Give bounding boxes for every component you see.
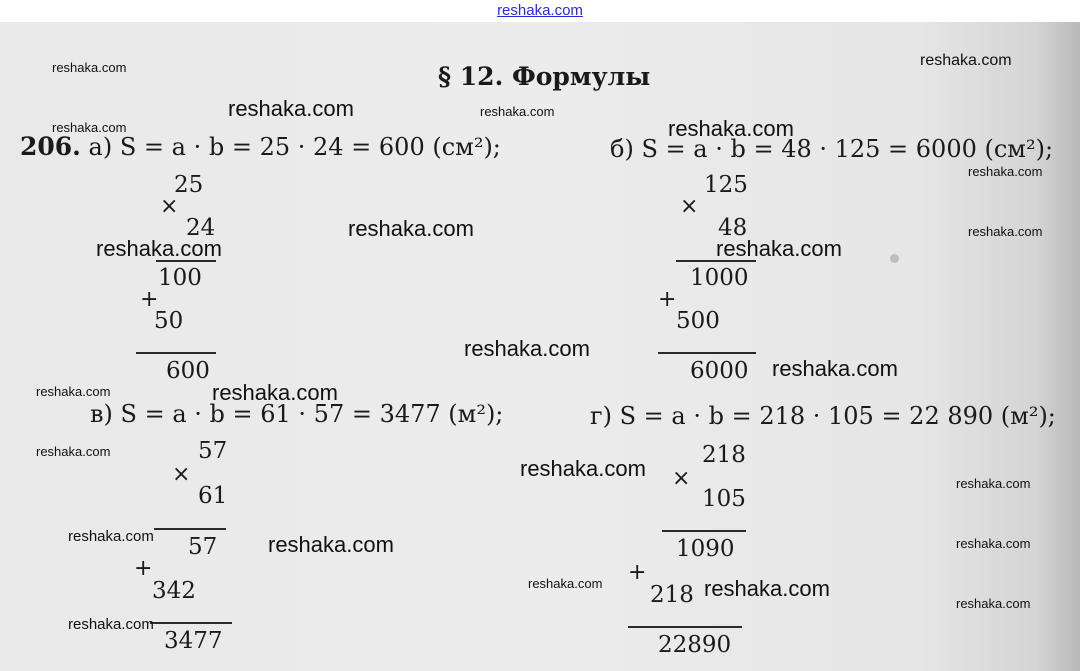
- partial-product-1-a: 100: [158, 265, 202, 291]
- line-v-2: [150, 622, 232, 624]
- multiplier-g: 105: [702, 486, 746, 512]
- textbook-page: [0, 22, 1080, 671]
- part-label-b: б): [610, 135, 634, 163]
- partial-product-2-g: 218: [650, 582, 694, 608]
- partial-product-2-b: 500: [676, 308, 720, 334]
- section-title: § 12. Формулы: [438, 62, 651, 91]
- part-label-a: а): [88, 133, 113, 161]
- watermark: reshaka.com: [716, 236, 842, 261]
- plus-sign-a: +: [140, 287, 159, 312]
- plus-sign-b: +: [658, 287, 677, 312]
- problem-line-g: [590, 402, 1056, 430]
- multiplicand-g: 218: [702, 442, 746, 468]
- formula-b: S = a · b = 48 · 125 = 6000 (см²);: [641, 135, 1054, 163]
- times-sign-a: ×: [160, 194, 179, 219]
- times-sign-v: ×: [172, 462, 191, 487]
- result-a: 600: [166, 358, 210, 384]
- partial-product-1-b: 1000: [690, 265, 749, 291]
- watermark: reshaka.com: [920, 52, 1012, 69]
- watermark: reshaka.com: [956, 476, 1031, 491]
- multiplicand-a: 25: [174, 172, 204, 198]
- watermark: reshaka.com: [968, 164, 1043, 179]
- top-bar: [0, 0, 1080, 22]
- partial-product-1-v: 57: [188, 534, 218, 560]
- multiplier-v: 61: [198, 483, 228, 509]
- watermark: reshaka.com: [52, 120, 127, 135]
- plus-sign-v: +: [134, 556, 153, 581]
- line-a-2: [136, 352, 216, 354]
- partial-product-2-a: 50: [154, 308, 184, 334]
- watermark: reshaka.com: [464, 336, 590, 361]
- times-sign-b: ×: [680, 194, 699, 219]
- watermark: reshaka.com: [36, 444, 111, 459]
- part-label-g: г): [590, 402, 612, 430]
- watermark: reshaka.com: [480, 104, 555, 119]
- line-b-2: [658, 352, 756, 354]
- multiplier-b: 48: [718, 215, 748, 241]
- formula-g: S = a · b = 218 · 105 = 22 890 (м²);: [619, 402, 1056, 430]
- watermark: reshaka.com: [772, 356, 898, 381]
- site-link[interactable]: reshaka.com: [497, 2, 583, 19]
- watermark: reshaka.com: [36, 384, 111, 399]
- multiplier-a: 24: [186, 215, 216, 241]
- formula-v: S = a · b = 61 · 57 = 3477 (м²);: [120, 400, 504, 428]
- result-g: 22890: [658, 632, 732, 658]
- watermark: reshaka.com: [212, 380, 338, 405]
- watermark: reshaka.com: [68, 616, 154, 633]
- times-sign-g: ×: [672, 466, 691, 491]
- problem-number: 206.: [20, 132, 81, 161]
- multiplicand-v: 57: [198, 438, 228, 464]
- line-g-1: [662, 530, 746, 532]
- watermark: reshaka.com: [956, 536, 1031, 551]
- watermark: reshaka.com: [68, 528, 154, 545]
- result-v: 3477: [164, 628, 223, 654]
- watermark: reshaka.com: [268, 532, 394, 557]
- watermark: reshaka.com: [520, 456, 646, 481]
- problem-line-a: [20, 132, 501, 161]
- watermark: reshaka.com: [704, 576, 830, 601]
- plus-sign-g: +: [628, 560, 647, 585]
- result-b: 6000: [690, 358, 749, 384]
- partial-product-2-v: 342: [152, 578, 196, 604]
- partial-product-1-g: 1090: [676, 536, 735, 562]
- line-v-1: [154, 528, 226, 530]
- multiplicand-b: 125: [704, 172, 748, 198]
- watermark: reshaka.com: [668, 116, 794, 141]
- watermark: reshaka.com: [228, 96, 354, 121]
- page-speck: [890, 254, 899, 263]
- watermark: reshaka.com: [348, 216, 474, 241]
- watermark: reshaka.com: [956, 596, 1031, 611]
- formula-a: S = a · b = 25 · 24 = 600 (см²);: [119, 133, 501, 161]
- watermark: reshaka.com: [528, 576, 603, 591]
- part-label-v: в): [90, 400, 113, 428]
- watermark: reshaka.com: [96, 236, 222, 261]
- watermark: reshaka.com: [968, 224, 1043, 239]
- line-g-2: [628, 626, 742, 628]
- watermark: reshaka.com: [52, 60, 127, 75]
